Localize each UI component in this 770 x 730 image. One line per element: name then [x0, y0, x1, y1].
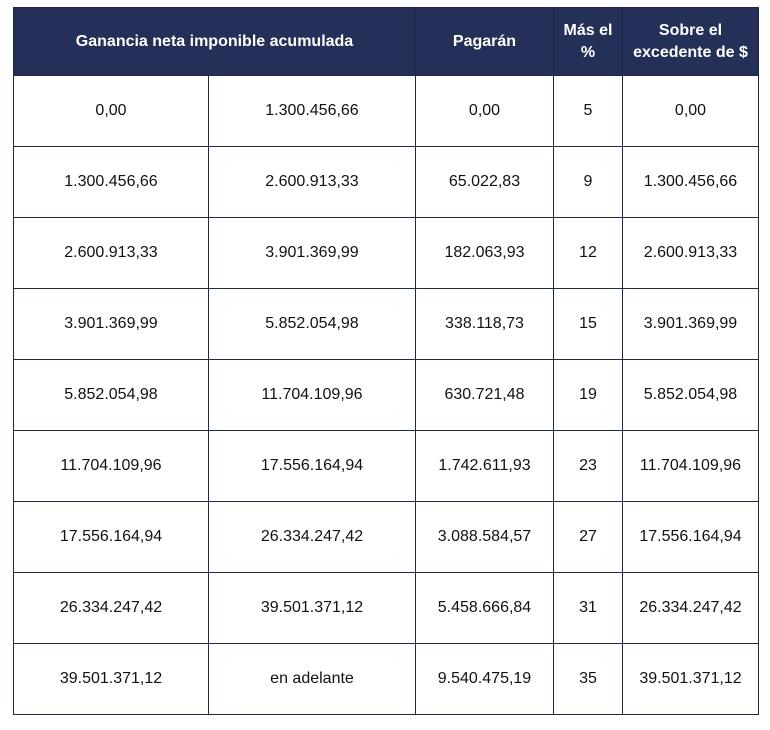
cell-hasta: 11.704.109,96	[209, 360, 416, 431]
table-row	[14, 289, 759, 360]
cell-mas-el: 31	[554, 573, 623, 644]
cell-desde: 3.901.369,99	[14, 289, 209, 360]
cell-excedente: 1.300.456,66	[623, 147, 759, 218]
tax-bracket-table	[13, 7, 759, 715]
cell-pagaran: 630.721,48	[416, 360, 554, 431]
cell-pagaran: 9.540.475,19	[416, 644, 554, 715]
table-row	[14, 431, 759, 502]
cell-pagaran: 5.458.666,84	[416, 573, 554, 644]
header-pagaran: Pagarán	[416, 8, 554, 76]
cell-excedente: 3.901.369,99	[623, 289, 759, 360]
cell-mas-el: 35	[554, 644, 623, 715]
header-mas-el: Más el %	[554, 8, 623, 76]
cell-desde: 2.600.913,33	[14, 218, 209, 289]
cell-hasta: 3.901.369,99	[209, 218, 416, 289]
cell-excedente: 0,00	[623, 76, 759, 147]
cell-pagaran: 1.742.611,93	[416, 431, 554, 502]
cell-hasta: 17.556.164,94	[209, 431, 416, 502]
cell-mas-el: 23	[554, 431, 623, 502]
cell-desde: 26.334.247,42	[14, 573, 209, 644]
cell-pagaran: 182.063,93	[416, 218, 554, 289]
cell-excedente: 39.501.371,12	[623, 644, 759, 715]
cell-hasta: 5.852.054,98	[209, 289, 416, 360]
cell-desde: 17.556.164,94	[14, 502, 209, 573]
table-row	[14, 76, 759, 147]
table-row	[14, 573, 759, 644]
cell-hasta: 39.501.371,12	[209, 573, 416, 644]
table-row	[14, 218, 759, 289]
cell-excedente: 11.704.109,96	[623, 431, 759, 502]
cell-desde: 1.300.456,66	[14, 147, 209, 218]
table-body	[14, 76, 759, 715]
cell-pagaran: 0,00	[416, 76, 554, 147]
table-header	[14, 8, 759, 76]
cell-mas-el: 15	[554, 289, 623, 360]
cell-excedente: 17.556.164,94	[623, 502, 759, 573]
cell-hasta: 1.300.456,66	[209, 76, 416, 147]
cell-pagaran: 65.022,83	[416, 147, 554, 218]
cell-desde: 0,00	[14, 76, 209, 147]
table-row	[14, 502, 759, 573]
cell-mas-el: 9	[554, 147, 623, 218]
cell-excedente: 26.334.247,42	[623, 573, 759, 644]
table-row	[14, 644, 759, 715]
cell-hasta: 2.600.913,33	[209, 147, 416, 218]
table-row	[14, 360, 759, 431]
cell-hasta: 26.334.247,42	[209, 502, 416, 573]
cell-hasta: en adelante	[209, 644, 416, 715]
header-row	[14, 8, 759, 76]
cell-excedente: 5.852.054,98	[623, 360, 759, 431]
cell-desde: 5.852.054,98	[14, 360, 209, 431]
header-sobre-excedente: Sobre el excedente de $	[623, 8, 759, 76]
cell-mas-el: 27	[554, 502, 623, 573]
cell-excedente: 2.600.913,33	[623, 218, 759, 289]
cell-mas-el: 12	[554, 218, 623, 289]
header-ganancia: Ganancia neta imponible acumulada	[14, 8, 416, 76]
cell-pagaran: 3.088.584,57	[416, 502, 554, 573]
cell-desde: 11.704.109,96	[14, 431, 209, 502]
cell-mas-el: 19	[554, 360, 623, 431]
table-row	[14, 147, 759, 218]
cell-pagaran: 338.118,73	[416, 289, 554, 360]
cell-desde: 39.501.371,12	[14, 644, 209, 715]
cell-mas-el: 5	[554, 76, 623, 147]
